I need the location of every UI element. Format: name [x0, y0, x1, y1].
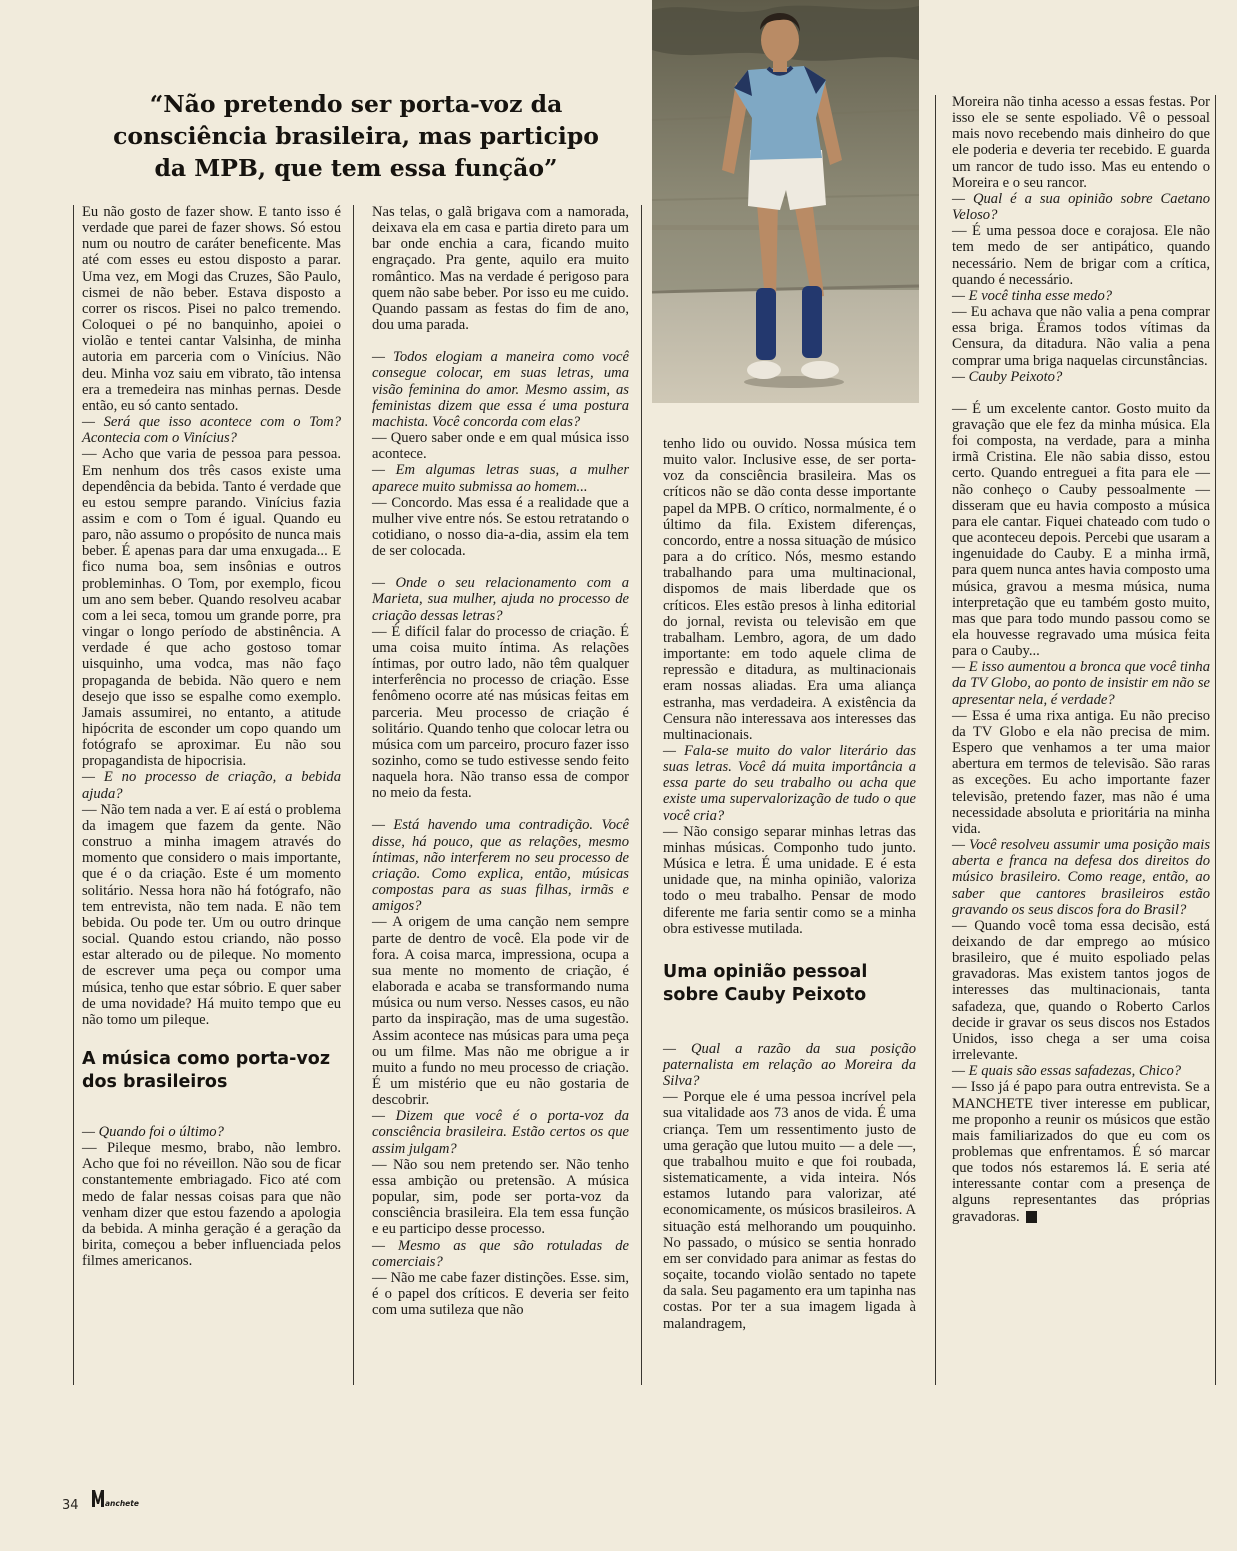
answer-paragraph: — Porque ele é uma pessoa incrível pela sua vitalidade aos 73 anos de vida. É uma criança. Tem um ressentimento justo de uma geração que lutou muito — a dele —, que trabalhou muito e que foi roubada, sistematicamente, a vida inteira. Nós estamos lutando para valorizar, até economicamente, os músicos brasileiros. A situação está melhorando um pouquinho. No passado, o músico se sentia honrado em ser convidado para animar as festas do soçaite, tocando violão sentado no tapete da sala. Seu pagamento era um tapinha nas costas. Por ter a sua imagem ligada à malandragem, [663, 1089, 916, 1332]
pull-quote-line: da MPB, que tem essa função” [154, 154, 558, 182]
answer-paragraph: tenho lido ou ouvido. Nossa música tem muito valor. Inclusive esse, de ser porta-voz da consciência brasileira. Mas os críticos não se dão conta desse importante papel da MPB. O crítico, normalmente, é o último da fila. Existem diferenças, concordo, entre a nossa situação de músico para a do crítico. Nós, mesmo estando trabalhando para uma multinacional, dispomos de mais liberdade que os críticos. Eles estão presos à linha editorial do jornal, revista ou televisão em que trabalham. Lembro, agora, de um dado importante: em todo aquele clima de repressão e ditadura, as multinacionais eram nossas aliadas. Era uma aliança estranha, mas verdadeira. A existência da Censura não interessava aos interesses das multinacionais. [663, 436, 916, 743]
section-subhead [82, 1048, 341, 1094]
final-answer-text: — Isso já é papo para outra entrevista. Se a MANCHETE tiver interesse em publicar, me proponho a reunir os músicos que estão mais familiarizados do que eu com os problemas que enfrentamos. É só marcar que todos nós estaremos lá. E seria até interessante contar com a presença de alguns representantes das próprias gravadoras. [952, 1079, 1210, 1225]
question-paragraph: — Dizem que você é o porta-voz da consciência brasileira. Estão certos os que assim julgam? [372, 1108, 629, 1157]
answer-paragraph: — É difícil falar do processo de criação. É uma coisa muito íntima. As relações íntimas, por outro lado, não têm qualquer interferência no processo de criação. Esse fenômeno ocorre até nas músicas feitas em parceria. Meu processo de criação é solitário. Quando tenho que colocar letra ou música com um parceiro, procuro fazer isso sozinho, como se tudo estivesse sendo feito naquela hora. Não transo essa de compor no meio da festa. [372, 623, 629, 802]
column-rule [641, 205, 642, 1385]
answer-paragraph: — É um excelente cantor. Gosto muito da gravação que ele fez da minha música. Ela foi composta, na verdade, para a minha irmã Cristina. Ele não sabia disso, estou certo. Quando entreguei a fita para ele — não conheço o Cauby pessoalmente — disseram que eu havia composto a música para ele cantar. Fiquei chateado com tudo o que aconteceu depois. Percebi que usaram a ingenuidade do Cauby. E a minha irmã, para quem nunca antes havia composto uma música, gravou a mesma música, numa interpretação que eu também gosto muito, mas que para todo mundo passou como se ela houvesse regravado uma música feita para o Cauby... [952, 400, 1210, 660]
article-column-1 [82, 204, 341, 1269]
answer-paragraph: — Essa é uma rixa antiga. Eu não preciso da TV Globo e ela não precisa de mim. Espero que venhamos a ter uma maior abertura em termos de televisão. São raras as exceções. Eu acho importante fazer televisão, pretendo fazer, mas não é uma necessidade absoluta e prioritária na minha vida. [952, 707, 1210, 837]
man-walking-photo [652, 0, 919, 403]
photo-illustration [652, 0, 919, 403]
question-paragraph: — Está havendo uma contradição. Você disse, há pouco, que as relações, mesmo íntimas, não interferem no seu processo de criação. Como explica, então, músicas compostas para as suas filhas, irmãs e amigos? [372, 817, 629, 915]
question-paragraph: — Qual é a sua opinião sobre Caetano Veloso? [952, 190, 1210, 224]
column-rule [935, 95, 936, 1385]
answer-paragraph: Nas telas, o galã brigava com a namorada, deixava ela em casa e partia direto para um bar onde enchia a cara, ficando muito engraçado. Pra gente, aquilo era muito romântico. Mas na verdade é perigoso para quem não sabe beber. Por isso eu me cuido. Quando passam as festas do fim de ano, dou uma parada. [372, 204, 629, 334]
answer-paragraph: — Eu achava que não valia a pena comprar essa briga. Éramos todos vítimas da Censura, da ditadura. Não valia a pena comprar uma briga naquelas circunstâncias. [952, 304, 1210, 369]
pull-quote-line: consciência brasileira, mas participo [113, 122, 599, 150]
column-rule [73, 205, 74, 1385]
pull-quote-line: “Não pretendo ser porta-voz da [149, 90, 563, 118]
answer-paragraph: — Concordo. Mas essa é a realidade que a mulher vive entre nós. Se estou retratando o cotidiano, o nosso dia-a-dia, assim ela tem de ser colocada. [372, 494, 629, 560]
subhead-line: sobre Cauby Peixoto [663, 984, 867, 1005]
answer-paragraph: Eu não gosto de fazer show. E tanto isso é verdade que parei de fazer shows. Só estou num ou noutro de caráter beneficente. Mas até com esses eu estou disposto a parar. Uma vez, em Mogi das Cruzes, São Paulo, cismei de não beber. Estava disposto a correr os riscos. Pisei no palco tremendo. Coloquei o pé no banquinho, apoiei o violão e tentei cantar Valsinha, de minha autoria em parceria com o Vinícius. Não deu. Minha voz saiu em vibrato, tão intensa era a tremedeira nas minhas pernas. Desde então, eu só canto sentado. [82, 204, 341, 414]
question-paragraph: — Mesmo as que são rotuladas de comerciais? [372, 1237, 629, 1270]
answer-paragraph: — Não consigo separar minhas letras das minhas músicas. Componho tudo junto. Música e letra. É uma unidade. E é esta unidade que, na minha opinião, valoriza todo o meu trabalho. Pensar de modo diferente me faria sentir como se a minha obra estivesse mutilada. [663, 823, 916, 937]
answer-paragraph: — Não sou nem pretendo ser. Não tenho essa ambição ou pretensão. A música popular, sim, pode ser porta-voz da consciência brasileira. Ela tem essa função e eu participo desse processo. [372, 1156, 629, 1238]
answer-paragraph: — Quando você toma essa decisão, está deixando de dar emprego ao músico brasileiro, que é muito espoliado pelas gravadoras. Mas existem tantos jogos de interesses das multinacionais, tanta safadeza, que, quando o Roberto Carlos decide ir gravar os seus discos nos Estados Unidos, isso chega a ser uma coisa irrelevante. [952, 917, 1210, 1064]
question-paragraph: — Será que isso acontece com o Tom? Acontecia com o Vinícius? [82, 414, 341, 447]
logo-mark [91, 1488, 139, 1508]
subhead-line: dos brasileiros [82, 1071, 228, 1092]
question-paragraph: — Você resolveu assumir uma posição mais aberta e franca na defesa dos direitos do músico brasileiro. Como reage, então, ao saber que cantores brasileiros estão gravando os seus discos fora do Brasil? [952, 837, 1210, 918]
question-paragraph: — E isso aumentou a bronca que você tinha da TV Globo, ao ponto de insistir em não se apresentar nela, é verdade? [952, 659, 1210, 708]
section-subhead [663, 961, 916, 1007]
question-paragraph: — Fala-se muito do valor literário das suas letras. Você dá muita importância a essa parte do seu trabalho ou acha que existe uma supervalorização de tudo o que você cria? [663, 742, 916, 824]
answer-paragraph: — É uma pessoa doce e corajosa. Ele não tem medo de ser antipático, quando necessário. Nem de brigar com a crítica, quando é necessário. [952, 223, 1210, 288]
answer-paragraph: Moreira não tinha acesso a essas festas. Por isso ele se sente espoliado. Vê o pessoal mais novo recebendo mais dinheiro do que ele poderia e deveria ter recebido. E guarda um rancor de tudo isso. Mas eu entendo o Moreira e o seu rancor. [952, 94, 1210, 191]
answer-paragraph [952, 1079, 1210, 1224]
question-paragraph: — Quando foi o último? [82, 1123, 224, 1140]
question-paragraph: — Cauby Peixoto? [952, 368, 1063, 385]
article-column-3 [663, 436, 916, 1332]
pull-quote-headline [96, 88, 616, 184]
question-paragraph: — Qual a razão da sua posição paternalista em relação ao Moreira da Silva? [663, 1040, 916, 1090]
question-paragraph: — E no processo de criação, a bebida ajuda? [82, 769, 341, 802]
question-paragraph: — Em algumas letras suas, a mulher aparece muito submissa ao homem... [372, 462, 629, 495]
answer-paragraph: — A origem de uma canção nem sempre parte de dentro de você. Ela pode vir de fora. A coisa marca, impressiona, ocupa a sua mente no momento de criação, é elaborada e acaba se transformando numa música ou num verso. Nesses casos, eu não parto da inspiração, mas de uma sugestão. Assim acontece nas músicas para uma peça ou um filme. Mas não me obrigue a ir muito a fundo no meu processo de criação. É um mistério que eu não gostaria de descobrir. [372, 914, 629, 1109]
column-rule [353, 205, 354, 1385]
answer-paragraph: — Acho que varia de pessoa para pessoa. Em nenhum dos três casos existe uma dependência da bebida. Tanto é verdade que eu estou sempre parando. Vinícius fazia assim e com o Tom é igual. Quando eu paro, não assumo o propósito de nunca mais beber. É apenas para dar uma enxugada... E fico numa boa, sem insônias e outros probleminhas. O Tom, por exemplo, ficou um ano sem beber. Quando resolveu acabar com a lei seca, tomou um grande porre, pra vingar o longo período de abstinência. A verdade é que acho gostoso tomar uisquinho, uma vodca, mas não faço propaganda de bebida. Não quero e nem desejo que isso se espalhe como exemplo. Jamais assumirei, no entanto, a atitude hipócrita de esconder um copo quando um fotógrafo se aproximar. Eu não sou propagandista de hipocrisia. [82, 446, 341, 770]
question-paragraph: — Onde o seu relacionamento com a Marieta, sua mulher, ajuda no processo de criação dessas letras? [372, 575, 629, 624]
article-column-2 [372, 204, 629, 1318]
end-mark-icon [1026, 1211, 1037, 1223]
article-column-4 [952, 94, 1210, 1225]
answer-paragraph: — Quero saber onde e em qual música isso acontece. [372, 430, 629, 463]
svg-text:anchete: anchete [105, 1499, 139, 1508]
subhead-line: Uma opinião pessoal [663, 961, 868, 982]
answer-paragraph: — Pileque mesmo, brabo, não lembro. Acho que foi no réveillon. Não sou de ficar constantemente embriagado. Fico até com medo de falar nessas coisas para que não venham dizer que estou fazendo a apologia da bebida. A minha geração é a geração da birita, começou a beber influenciada pelos filmes americanos. [82, 1140, 341, 1270]
answer-paragraph: — Não me cabe fazer distinções. Esse. sim, é o papel dos críticos. E deveria ser feito com uma sutileza que não [372, 1269, 629, 1319]
column-rule [1215, 95, 1216, 1385]
question-paragraph: — Todos elogiam a maneira como você consegue colocar, em suas letras, uma visão feminina do amor. Mesmo assim, as feministas dizem que essa é uma postura machista. Você concorda com elas? [372, 349, 629, 430]
question-paragraph: — E quais são essas safadezas, Chico? [952, 1063, 1182, 1080]
page-number: 34 [62, 1498, 79, 1513]
answer-paragraph: — Não tem nada a ver. E aí está o problema da imagem que fazem da gente. Não construo a minha imagem através do momento que considero o mais importante, que é o da criação. Este é um momento solitário. Nessa hora não há fotógrafo, não tem entrevista, não tem nada. E não tem bebida. Ou pode ter. Um ou outro drinque social. Quando estou criando, não posso estar alterado ou de pileque. No momento de escrever uma peça ou compor uma música, tenho que estar sóbrio. E quer saber de uma novidade? Há muito tempo que eu não tomo um pileque. [82, 801, 341, 1028]
question-paragraph: — E você tinha esse medo? [952, 287, 1113, 304]
subhead-line: A música como porta-voz [82, 1048, 330, 1069]
manchete-logo [91, 1488, 139, 1513]
